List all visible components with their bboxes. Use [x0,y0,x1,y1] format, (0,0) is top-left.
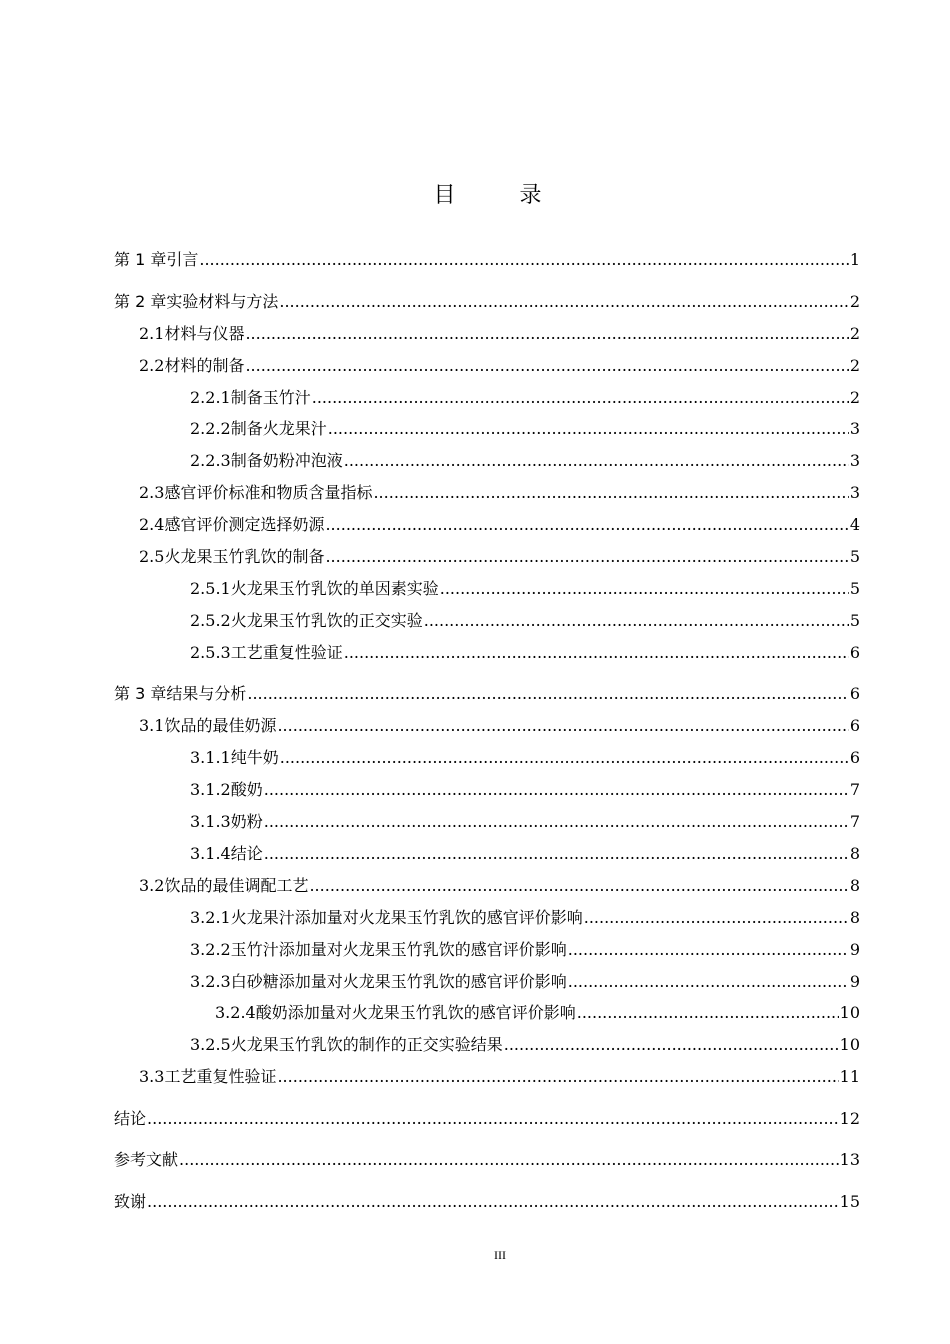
dot-leader [325,515,848,535]
toc-entry[interactable] [139,324,860,344]
dot-leader [277,716,848,736]
toc-entry-number: 2.3 [139,483,165,502]
page-title-char-2: 录 [519,183,542,208]
toc-entry-page: 1 [849,250,860,269]
toc-entry[interactable] [190,1035,860,1055]
toc-entry-page: 2 [849,388,860,407]
toc-entry-number: 2.2.2 [190,419,231,438]
toc-entry-page: 2 [849,356,860,375]
toc-entry-title: 参考文献 [114,1150,179,1169]
toc-entry-title: 引言 [166,250,199,269]
toc-entry-page: 13 [839,1150,860,1169]
toc-entry-title: 结论 [114,1109,147,1128]
dot-leader [309,876,848,896]
toc-entry-page: 7 [849,812,860,831]
dot-leader [344,643,849,663]
toc-entry[interactable] [190,451,860,471]
toc-entry-page: 7 [849,780,860,799]
toc-entry-number: 第 3 章 [114,684,167,703]
toc-entry-number: 3.2.1 [190,908,231,927]
toc-entry[interactable] [190,643,860,663]
toc-entry[interactable] [190,419,860,439]
dot-leader [584,908,849,928]
toc-entry[interactable] [139,876,860,896]
dot-leader [280,748,849,768]
toc-entry-page: 8 [849,844,860,863]
toc-entry-page: 12 [839,1109,860,1128]
toc-entry-title: 制备玉竹汁 [230,388,311,407]
dot-leader [147,1109,839,1129]
toc-entry-number: 3.2 [139,876,165,895]
toc-entry[interactable] [139,356,860,376]
toc-entry[interactable] [114,1109,860,1129]
dot-leader [245,324,848,344]
dot-leader [264,844,849,864]
toc-entry-number: 2.5.3 [190,643,231,662]
toc-entry-page: 8 [849,876,860,895]
toc-entry-page: 5 [849,611,860,630]
toc-entry-number: 2.2.1 [190,388,231,407]
dot-leader [344,451,849,471]
toc-entry-number: 3.1.4 [190,844,231,863]
toc-entry-page: 11 [839,1067,860,1086]
toc-entry[interactable] [114,1150,860,1170]
toc-entry-number: 2.2 [139,356,165,375]
toc-entry[interactable] [114,292,860,312]
toc-entry-page: 3 [849,451,860,470]
toc-entry[interactable] [190,388,860,408]
toc-entry[interactable] [114,250,860,270]
toc-entry[interactable] [190,844,860,864]
dot-leader [264,780,849,800]
toc-entry[interactable] [114,684,860,704]
toc-entry[interactable] [139,1067,860,1087]
toc-entry-page: 4 [849,515,860,534]
page-number: III [494,1248,506,1262]
toc-entry-title: 制备奶粉冲泡液 [230,451,343,470]
toc-entry-number: 3.2.2 [190,940,231,959]
toc-entry-page: 2 [849,324,860,343]
toc-entry[interactable] [139,716,860,736]
toc-entry-title: 饮品的最佳调配工艺 [164,876,309,895]
toc-entry[interactable] [139,483,860,503]
toc-entry-title: 火龙果玉竹乳饮的制作的正交实验结果 [230,1035,503,1054]
dot-leader [264,812,849,832]
dot-leader [440,579,849,599]
toc-entry-title: 结果与分析 [166,684,247,703]
dot-leader [179,1150,839,1170]
dot-leader [245,356,848,376]
toc-entry[interactable] [190,579,860,599]
toc-entry-page: 5 [849,547,860,566]
toc-entry-title: 实验材料与方法 [166,292,279,311]
toc-entry-number: 2.4 [139,515,165,534]
dot-leader [199,250,848,270]
toc-entry[interactable] [139,515,860,535]
toc-entry-number: 2.5.1 [190,579,231,598]
toc-entry-title: 奶粉 [230,812,263,831]
toc-entry-number: 3.1.3 [190,812,231,831]
toc-entry-page: 9 [849,940,860,959]
toc-entry-number: 3.1.1 [190,748,231,767]
toc-entry[interactable] [190,780,860,800]
toc-entry-title: 火龙果玉竹乳饮的单因素实验 [230,579,439,598]
toc-entry-title: 酸奶 [230,780,263,799]
toc-entry-title: 感官评价测定选择奶源 [164,515,325,534]
toc-entry-number: 2.5.2 [190,611,231,630]
toc-entry-title: 饮品的最佳奶源 [164,716,277,735]
toc-entry-title: 火龙果玉竹乳饮的制备 [164,547,325,566]
toc-entry-title: 制备火龙果汁 [230,419,327,438]
toc-entry-title: 致谢 [114,1192,147,1211]
toc-entry-title: 工艺重复性验证 [164,1067,277,1086]
toc-entry-title: 白砂糖添加量对火龙果玉竹乳饮的感官评价影响 [230,972,567,991]
toc-entry-title: 火龙果玉竹乳饮的正交实验 [230,611,423,630]
toc-entry-title: 材料与仪器 [164,324,245,343]
dot-leader [568,940,849,960]
toc-entry-page: 8 [849,908,860,927]
dot-leader [328,419,849,439]
dot-leader [577,1003,839,1023]
toc-entry-title: 结论 [230,844,263,863]
toc-entry-page: 5 [849,579,860,598]
toc-entry-number: 3.1.2 [190,780,231,799]
toc-entry-number: 3.2.5 [190,1035,231,1054]
toc-entry-title: 工艺重复性验证 [230,643,343,662]
dot-leader [147,1192,839,1212]
toc-entry-number: 3.3 [139,1067,165,1086]
toc-entry-number: 2.5 [139,547,165,566]
page-title-char-1: 目 [433,183,456,208]
toc-entry[interactable] [190,748,860,768]
toc-entry-page: 6 [849,643,860,662]
toc-entry[interactable] [190,972,860,992]
toc-entry-page: 9 [849,972,860,991]
toc-entry[interactable] [190,940,860,960]
toc-entry-page: 6 [849,684,860,703]
dot-leader [277,1067,838,1087]
toc-entry-page: 3 [849,419,860,438]
toc-entry-number: 3.1 [139,716,165,735]
toc-entry-title: 玉竹汁添加量对火龙果玉竹乳饮的感官评价影响 [230,940,567,959]
toc-entry-page: 10 [839,1035,860,1054]
toc-entry-title: 火龙果汁添加量对火龙果玉竹乳饮的感官评价影响 [230,908,583,927]
dot-leader [373,483,848,503]
page-title [0,178,950,209]
toc-entry-title: 材料的制备 [164,356,245,375]
dot-leader [504,1035,839,1055]
toc-entry[interactable] [190,908,860,928]
toc-entry-page: 2 [849,292,860,311]
toc-entry[interactable] [190,812,860,832]
dot-leader [424,611,849,631]
toc-entry-number: 第 2 章 [114,292,167,311]
toc-entry-page: 3 [849,483,860,502]
toc-entry[interactable] [114,1192,860,1212]
toc-entry-title: 感官评价标准和物质含量指标 [164,483,373,502]
toc-entry-number: 2.2.3 [190,451,231,470]
toc-entry-page: 6 [849,716,860,735]
dot-leader [568,972,849,992]
toc-entry-page: 10 [839,1003,860,1022]
toc-entry-page: 6 [849,748,860,767]
toc-entry-page: 15 [839,1192,860,1211]
dot-leader [247,684,848,704]
toc-entry-title: 酸奶添加量对火龙果玉竹乳饮的感官评价影响 [255,1003,576,1022]
toc-entry[interactable] [190,611,860,631]
toc-entry-number: 第 1 章 [114,250,167,269]
toc-entry[interactable] [139,547,860,567]
toc-entry-number: 3.2.4 [215,1003,256,1022]
dot-leader [279,292,848,312]
toc-entry[interactable] [215,1003,860,1023]
toc-entry-number: 3.2.3 [190,972,231,991]
dot-leader [325,547,848,567]
toc-entry-number: 2.1 [139,324,165,343]
toc-entry-title: 纯牛奶 [230,748,279,767]
dot-leader [312,388,849,408]
